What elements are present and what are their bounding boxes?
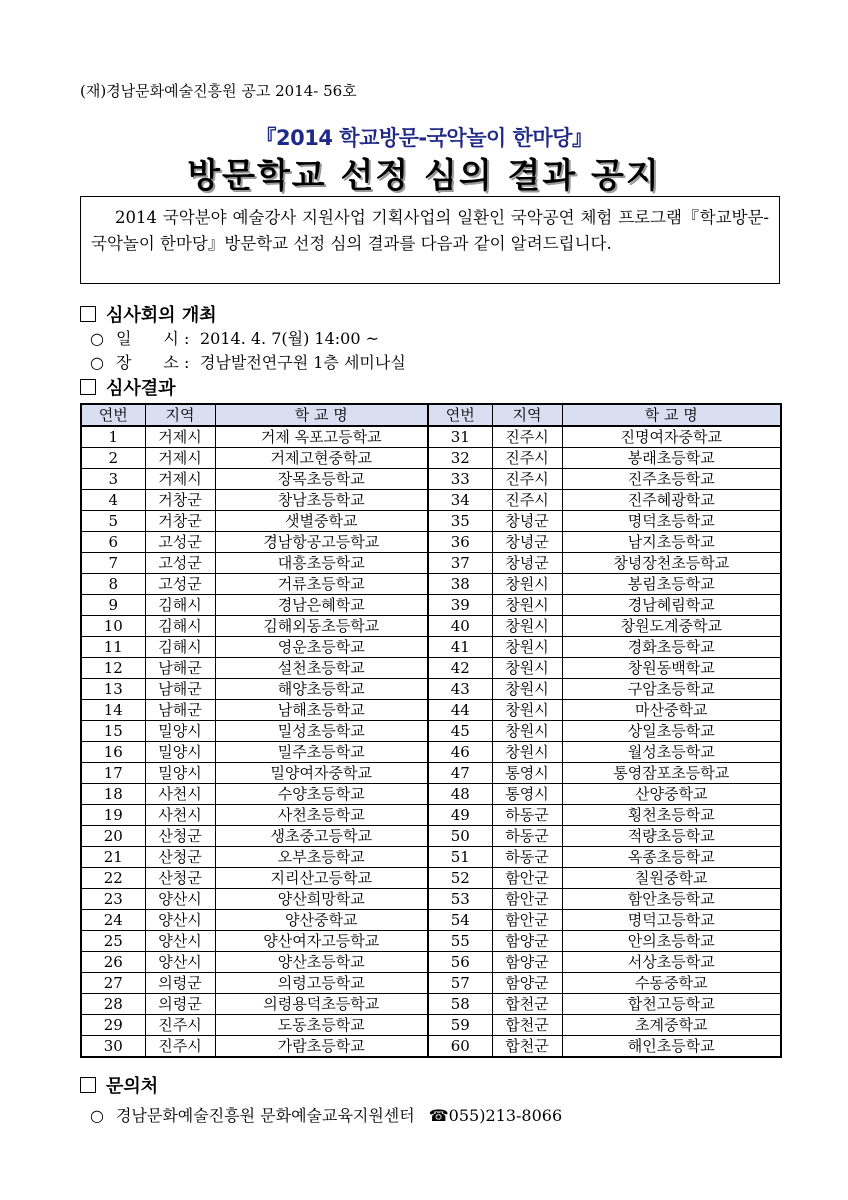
cell-no: 50 [428, 826, 492, 847]
cell-region: 남해군 [145, 658, 215, 679]
cell-school: 양산여자고등학교 [215, 931, 428, 952]
header-no: 연번 [428, 404, 492, 426]
checkbox-square-icon [80, 1077, 96, 1093]
cell-region: 양산시 [145, 910, 215, 931]
cell-no: 27 [81, 973, 145, 994]
table-row [81, 1015, 781, 1036]
cell-school: 구암초등학교 [562, 679, 781, 700]
cell-school: 진명여자중학교 [562, 426, 781, 448]
table-row [81, 616, 781, 637]
table-row [81, 826, 781, 847]
cell-school: 안의초등학교 [562, 931, 781, 952]
cell-no: 16 [81, 742, 145, 763]
cell-school: 의령고등학교 [215, 973, 428, 994]
cell-no: 30 [81, 1036, 145, 1058]
header-no: 연번 [81, 404, 145, 426]
cell-region: 양산시 [145, 931, 215, 952]
cell-school: 월성초등학교 [562, 742, 781, 763]
cell-school: 지리산고등학교 [215, 868, 428, 889]
table-row [81, 889, 781, 910]
cell-region: 창원시 [492, 721, 562, 742]
table-header-row [81, 404, 781, 426]
cell-region: 함안군 [492, 910, 562, 931]
cell-school: 샛별중학교 [215, 511, 428, 532]
table-row [81, 426, 781, 448]
table-row [81, 742, 781, 763]
table-row [81, 700, 781, 721]
table-row [81, 574, 781, 595]
cell-region: 합천군 [492, 1015, 562, 1036]
cell-school: 칠원중학교 [562, 868, 781, 889]
cell-region: 산청군 [145, 826, 215, 847]
cell-region: 하동군 [492, 847, 562, 868]
cell-no: 25 [81, 931, 145, 952]
table-row [81, 637, 781, 658]
cell-no: 15 [81, 721, 145, 742]
cell-school: 상일초등학교 [562, 721, 781, 742]
cell-no: 4 [81, 490, 145, 511]
cell-school: 거류초등학교 [215, 574, 428, 595]
cell-school: 양산중학교 [215, 910, 428, 931]
section-heading-contact [80, 1072, 158, 1098]
cell-region: 거창군 [145, 490, 215, 511]
cell-school: 창녕장천초등학교 [562, 553, 781, 574]
table-row [81, 532, 781, 553]
cell-region: 창녕군 [492, 553, 562, 574]
cell-region: 합천군 [492, 994, 562, 1015]
program-subtitle: 『2014 학교방문-국악놀이 한마당』 [255, 126, 593, 150]
cell-no: 20 [81, 826, 145, 847]
cell-school: 남지초등학교 [562, 532, 781, 553]
cell-school: 사천초등학교 [215, 805, 428, 826]
cell-region: 창녕군 [492, 532, 562, 553]
cell-no: 2 [81, 448, 145, 469]
cell-no: 47 [428, 763, 492, 784]
cell-no: 24 [81, 910, 145, 931]
checkbox-square-icon [80, 306, 96, 322]
cell-region: 거제시 [145, 426, 215, 448]
cell-school: 김해외동초등학교 [215, 616, 428, 637]
cell-school: 밀양여자중학교 [215, 763, 428, 784]
cell-no: 32 [428, 448, 492, 469]
cell-region: 창원시 [492, 637, 562, 658]
meeting-date-row [90, 326, 379, 349]
meeting-date-value: 2014. 4. 7(월) 14:00 ~ [199, 329, 380, 348]
cell-no: 49 [428, 805, 492, 826]
cell-no: 60 [428, 1036, 492, 1058]
table-row [81, 868, 781, 889]
cell-region: 사천시 [145, 784, 215, 805]
cell-school: 창원동백학교 [562, 658, 781, 679]
results-table [80, 403, 782, 1058]
cell-no: 41 [428, 637, 492, 658]
cell-no: 17 [81, 763, 145, 784]
section-heading-contact-label: 문의처 [106, 1076, 159, 1097]
cell-region: 창원시 [492, 595, 562, 616]
cell-region: 의령군 [145, 973, 215, 994]
cell-school: 적량초등학교 [562, 826, 781, 847]
cell-no: 33 [428, 469, 492, 490]
meeting-date-label: 일 시 : [115, 329, 190, 348]
cell-school: 해인초등학교 [562, 1036, 781, 1058]
table-row [81, 658, 781, 679]
cell-no: 14 [81, 700, 145, 721]
intro-text: 2014 국악분야 예술강사 지원사업 기획사업의 일환인 국악공연 체험 프로그램『학교방문-국악놀이 한마당』방문학교 선정 심의 결과를 다음과 같이 알려드립니다. [91, 208, 769, 253]
cell-no: 19 [81, 805, 145, 826]
cell-no: 40 [428, 616, 492, 637]
cell-region: 밀양시 [145, 742, 215, 763]
cell-no: 45 [428, 721, 492, 742]
cell-school: 창남초등학교 [215, 490, 428, 511]
meeting-place-value: 경남발전연구원 1층 세미나실 [199, 353, 406, 372]
cell-no: 42 [428, 658, 492, 679]
cell-school: 진주혜광학교 [562, 490, 781, 511]
cell-no: 22 [81, 868, 145, 889]
cell-no: 39 [428, 595, 492, 616]
cell-region: 하동군 [492, 805, 562, 826]
cell-no: 12 [81, 658, 145, 679]
cell-no: 52 [428, 868, 492, 889]
cell-no: 5 [81, 511, 145, 532]
cell-school: 생초중고등학교 [215, 826, 428, 847]
cell-no: 18 [81, 784, 145, 805]
cell-school: 거제 옥포고등학교 [215, 426, 428, 448]
contact-row [90, 1103, 562, 1126]
cell-school: 경남항공고등학교 [215, 532, 428, 553]
cell-region: 진주시 [145, 1036, 215, 1058]
cell-region: 함양군 [492, 952, 562, 973]
circle-bullet-icon: ○ [90, 1106, 104, 1125]
intro-box [80, 196, 780, 284]
section-heading-meeting-label: 심사회의 개최 [106, 305, 217, 326]
cell-school: 양산초등학교 [215, 952, 428, 973]
cell-no: 57 [428, 973, 492, 994]
cell-region: 진주시 [145, 1015, 215, 1036]
cell-region: 합천군 [492, 1036, 562, 1058]
cell-school: 통영잠포초등학교 [562, 763, 781, 784]
cell-no: 23 [81, 889, 145, 910]
cell-region: 밀양시 [145, 721, 215, 742]
cell-school: 장목초등학교 [215, 469, 428, 490]
cell-school: 경남혜림학교 [562, 595, 781, 616]
cell-school: 설천초등학교 [215, 658, 428, 679]
cell-region: 양산시 [145, 952, 215, 973]
cell-no: 46 [428, 742, 492, 763]
table-row [81, 511, 781, 532]
cell-school: 수양초등학교 [215, 784, 428, 805]
cell-school: 봉림초등학교 [562, 574, 781, 595]
cell-no: 44 [428, 700, 492, 721]
table-row [81, 994, 781, 1015]
cell-region: 김해시 [145, 637, 215, 658]
section-heading-meeting [80, 301, 217, 327]
cell-school: 옥종초등학교 [562, 847, 781, 868]
cell-no: 8 [81, 574, 145, 595]
cell-no: 58 [428, 994, 492, 1015]
cell-school: 봉래초등학교 [562, 448, 781, 469]
meeting-place-row [90, 350, 406, 373]
table-row [81, 784, 781, 805]
cell-school: 서상초등학교 [562, 952, 781, 973]
table-row [81, 490, 781, 511]
table-row [81, 952, 781, 973]
page-title: 방문학교 선정 심의 결과 공지 [187, 156, 661, 196]
section-heading-results [80, 374, 176, 400]
meeting-place-label: 장 소 : [115, 353, 190, 372]
cell-school: 밀성초등학교 [215, 721, 428, 742]
cell-region: 거창군 [145, 511, 215, 532]
cell-region: 창원시 [492, 658, 562, 679]
cell-no: 13 [81, 679, 145, 700]
cell-region: 사천시 [145, 805, 215, 826]
circle-bullet-icon: ○ [90, 329, 104, 348]
cell-no: 9 [81, 595, 145, 616]
cell-region: 산청군 [145, 847, 215, 868]
cell-school: 의령용덕초등학교 [215, 994, 428, 1015]
cell-school: 가람초등학교 [215, 1036, 428, 1058]
telephone-icon: ☎ [428, 1106, 449, 1125]
cell-region: 하동군 [492, 826, 562, 847]
cell-region: 김해시 [145, 595, 215, 616]
cell-region: 함양군 [492, 973, 562, 994]
cell-school: 오부초등학교 [215, 847, 428, 868]
cell-school: 산양중학교 [562, 784, 781, 805]
cell-school: 횡천초등학교 [562, 805, 781, 826]
cell-school: 함안초등학교 [562, 889, 781, 910]
cell-region: 남해군 [145, 679, 215, 700]
contact-phone: 055)213-8066 [448, 1106, 563, 1125]
table-row [81, 679, 781, 700]
cell-school: 경남은혜학교 [215, 595, 428, 616]
cell-school: 수동중학교 [562, 973, 781, 994]
circle-bullet-icon: ○ [90, 353, 104, 372]
cell-school: 도동초등학교 [215, 1015, 428, 1036]
cell-no: 54 [428, 910, 492, 931]
cell-school: 명덕고등학교 [562, 910, 781, 931]
cell-region: 고성군 [145, 553, 215, 574]
cell-region: 함안군 [492, 868, 562, 889]
cell-school: 거제고현중학교 [215, 448, 428, 469]
cell-region: 밀양시 [145, 763, 215, 784]
cell-school: 마산중학교 [562, 700, 781, 721]
table-row [81, 847, 781, 868]
cell-region: 산청군 [145, 868, 215, 889]
cell-region: 진주시 [492, 469, 562, 490]
table-row [81, 553, 781, 574]
cell-region: 창원시 [492, 742, 562, 763]
cell-no: 43 [428, 679, 492, 700]
cell-no: 7 [81, 553, 145, 574]
cell-school: 명덕초등학교 [562, 511, 781, 532]
cell-no: 55 [428, 931, 492, 952]
cell-no: 38 [428, 574, 492, 595]
cell-region: 창녕군 [492, 511, 562, 532]
cell-region: 고성군 [145, 532, 215, 553]
cell-region: 고성군 [145, 574, 215, 595]
table-row [81, 973, 781, 994]
cell-school: 경화초등학교 [562, 637, 781, 658]
header-school: 학 교 명 [562, 404, 781, 426]
cell-region: 거제시 [145, 448, 215, 469]
cell-no: 29 [81, 1015, 145, 1036]
table-row [81, 1036, 781, 1058]
table-row [81, 763, 781, 784]
header-region: 지역 [492, 404, 562, 426]
table-row [81, 721, 781, 742]
cell-region: 진주시 [492, 426, 562, 448]
cell-school: 대흥초등학교 [215, 553, 428, 574]
cell-no: 1 [81, 426, 145, 448]
cell-region: 함안군 [492, 889, 562, 910]
cell-region: 함양군 [492, 931, 562, 952]
cell-no: 48 [428, 784, 492, 805]
table-row [81, 469, 781, 490]
header-school: 학 교 명 [215, 404, 428, 426]
cell-no: 51 [428, 847, 492, 868]
cell-no: 53 [428, 889, 492, 910]
cell-region: 남해군 [145, 700, 215, 721]
cell-school: 영운초등학교 [215, 637, 428, 658]
contact-org: 경남문화예술진흥원 문화예술교육지원센터 [115, 1106, 415, 1125]
section-heading-results-label: 심사결과 [106, 378, 176, 399]
cell-no: 59 [428, 1015, 492, 1036]
cell-no: 34 [428, 490, 492, 511]
cell-school: 진주초등학교 [562, 469, 781, 490]
cell-no: 31 [428, 426, 492, 448]
cell-school: 밀주초등학교 [215, 742, 428, 763]
cell-region: 창원시 [492, 700, 562, 721]
cell-no: 11 [81, 637, 145, 658]
cell-no: 56 [428, 952, 492, 973]
cell-school: 합천고등학교 [562, 994, 781, 1015]
cell-no: 35 [428, 511, 492, 532]
table-row [81, 931, 781, 952]
cell-region: 창원시 [492, 574, 562, 595]
cell-region: 양산시 [145, 889, 215, 910]
cell-region: 창원시 [492, 679, 562, 700]
table-row [81, 448, 781, 469]
cell-region: 진주시 [492, 490, 562, 511]
cell-region: 김해시 [145, 616, 215, 637]
cell-region: 거제시 [145, 469, 215, 490]
cell-region: 통영시 [492, 763, 562, 784]
cell-no: 28 [81, 994, 145, 1015]
cell-no: 26 [81, 952, 145, 973]
header-region: 지역 [145, 404, 215, 426]
cell-region: 통영시 [492, 784, 562, 805]
cell-school: 해양초등학교 [215, 679, 428, 700]
cell-no: 37 [428, 553, 492, 574]
cell-school: 양산희망학교 [215, 889, 428, 910]
notice-number: (재)경남문화예술진흥원 공고 2014- 56호 [80, 82, 357, 100]
cell-school: 남해초등학교 [215, 700, 428, 721]
cell-region: 창원시 [492, 616, 562, 637]
cell-region: 진주시 [492, 448, 562, 469]
cell-region: 의령군 [145, 994, 215, 1015]
table-row [81, 805, 781, 826]
cell-school: 초계중학교 [562, 1015, 781, 1036]
cell-no: 6 [81, 532, 145, 553]
cell-no: 21 [81, 847, 145, 868]
cell-school: 창원도계중학교 [562, 616, 781, 637]
cell-no: 10 [81, 616, 145, 637]
checkbox-square-icon [80, 379, 96, 395]
table-row [81, 910, 781, 931]
table-row [81, 595, 781, 616]
cell-no: 36 [428, 532, 492, 553]
cell-no: 3 [81, 469, 145, 490]
